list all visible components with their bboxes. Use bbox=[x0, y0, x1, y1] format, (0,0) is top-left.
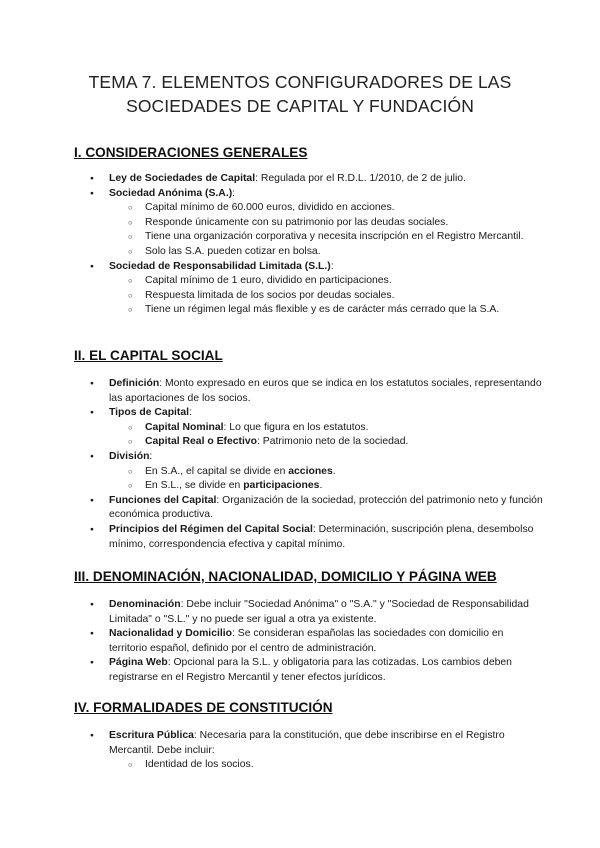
sub-list-item: ○ Capital Real o Efectivo: Patrimonio neto de la sociedad. bbox=[109, 435, 544, 450]
bullet-list bbox=[74, 172, 544, 318]
list-item: ● Denominación: Debe incluir "Sociedad Anónima" o "S.A." y "Sociedad de Responsabilidad Limitada" o "S.L." y no puede ser igual a otra ya existente. bbox=[74, 598, 544, 627]
section-heading: III. DENOMINACIÓN, NACIONALIDAD, DOMICILIO Y PÁGINA WEB bbox=[74, 569, 497, 584]
section-capital-social bbox=[74, 347, 544, 552]
list-item: ● División: ○ En S.A., el capital se divide en acciones. ○ En S.L., se divide en participaciones. bbox=[74, 450, 544, 494]
sub-list-item: ○ Identidad de los socios. bbox=[109, 758, 544, 773]
section-heading: I. CONSIDERACIONES GENERALES bbox=[74, 145, 308, 160]
page-title bbox=[40, 70, 560, 118]
sub-list-item: ○ Tiene una organización corporativa y necesita inscripción en el Registro Mercantil. bbox=[109, 230, 544, 245]
sub-list-item: ○ Respuesta limitada de los socios por deudas sociales. bbox=[109, 289, 544, 304]
title-line-1: TEMA 7. ELEMENTOS CONFIGURADORES DE LAS bbox=[88, 72, 512, 92]
sub-list bbox=[109, 421, 544, 450]
sub-list-item: ○ Tiene un régimen legal más flexible y es de carácter más cerrado que la S.A. bbox=[109, 303, 544, 318]
sub-list-item: ○ Capital mínimo de 1 euro, dividido en participaciones. bbox=[109, 274, 544, 289]
bullet-list bbox=[74, 729, 544, 773]
sub-list-item: ○ Capital Nominal: Lo que figura en los estatutos. bbox=[109, 421, 544, 436]
list-item: ● Escritura Pública: Necesaria para la constitución, que debe inscribirse en el Registro Mercantil. Debe incluir: ○ Identidad de los socios. bbox=[74, 729, 544, 773]
sub-list-item: ○ Capital mínimo de 60.000 euros, dividido en acciones. bbox=[109, 201, 544, 216]
sub-list bbox=[109, 758, 544, 773]
section-consideraciones-generales bbox=[74, 144, 544, 318]
sub-list bbox=[109, 201, 544, 259]
list-item: ● Tipos de Capital: ○ Capital Nominal: Lo que figura en los estatutos. ○ Capital Real o Efectivo: Patrimonio neto de la sociedad. bbox=[74, 406, 544, 450]
list-item: ● Definición: Monto expresado en euros que se indica en los estatutos sociales, representando las aportaciones de los socios. bbox=[74, 377, 544, 406]
sub-list-item: ○ Solo las S.A. pueden cotizar en bolsa. bbox=[109, 245, 544, 260]
bullet-list bbox=[74, 598, 544, 686]
section-denominacion bbox=[74, 568, 544, 686]
list-item: ● Página Web: Opcional para la S.L. y obligatoria para las cotizadas. Los cambios deben registrarse en el Registro Mercantil y tener efectos jurídicos. bbox=[74, 656, 544, 685]
list-item: ● Ley de Sociedades de Capital: Regulada por el R.D.L. 1/2010, de 2 de julio. bbox=[74, 172, 544, 187]
bullet-list bbox=[74, 377, 544, 552]
sub-list-item: ○ Responde únicamente con su patrimonio por las deudas sociales. bbox=[109, 216, 544, 231]
list-item: ● Funciones del Capital: Organización de la sociedad, protección del patrimonio neto y función económica productiva. bbox=[74, 494, 544, 523]
sub-list bbox=[109, 465, 544, 494]
list-item: ● Sociedad de Responsabilidad Limitada (S.L.): ○ Capital mínimo de 1 euro, dividido en participaciones. ○ Respuesta limitada de los socios por deudas sociales. ○ Tiene un régimen legal más flexible y es de carácter más cerrado que la S.A. bbox=[74, 260, 544, 318]
list-item: ● Principios del Régimen del Capital Social: Determinación, suscripción plena, desembolso mínimo, correspondencia efectiva y capital mínimo. bbox=[74, 523, 544, 552]
sub-list-item: ○ En S.A., el capital se divide en acciones. bbox=[109, 465, 544, 480]
title-line-2: SOCIEDADES DE CAPITAL Y FUNDACIÓN bbox=[126, 96, 474, 116]
section-heading: IV. FORMALIDADES DE CONSTITUCIÓN bbox=[74, 700, 333, 715]
sub-list-item: ○ En S.L., se divide en participaciones. bbox=[109, 479, 544, 494]
section-heading: II. EL CAPITAL SOCIAL bbox=[74, 348, 223, 363]
sub-list bbox=[109, 274, 544, 318]
list-item: ● Nacionalidad y Domicilio: Se consideran españolas las sociedades con domicilio en territorio español, definido por el centro de administración. bbox=[74, 627, 544, 656]
list-item: ● Sociedad Anónima (S.A.): ○ Capital mínimo de 60.000 euros, dividido en acciones. ○ Responde únicamente con su patrimonio por las deudas sociales. ○ Tiene una organización corporativa y necesita inscripción en el Registro Mercantil. ○ Solo las S.A. pueden cotizar en bolsa. bbox=[74, 187, 544, 260]
section-formalidades bbox=[74, 699, 544, 773]
